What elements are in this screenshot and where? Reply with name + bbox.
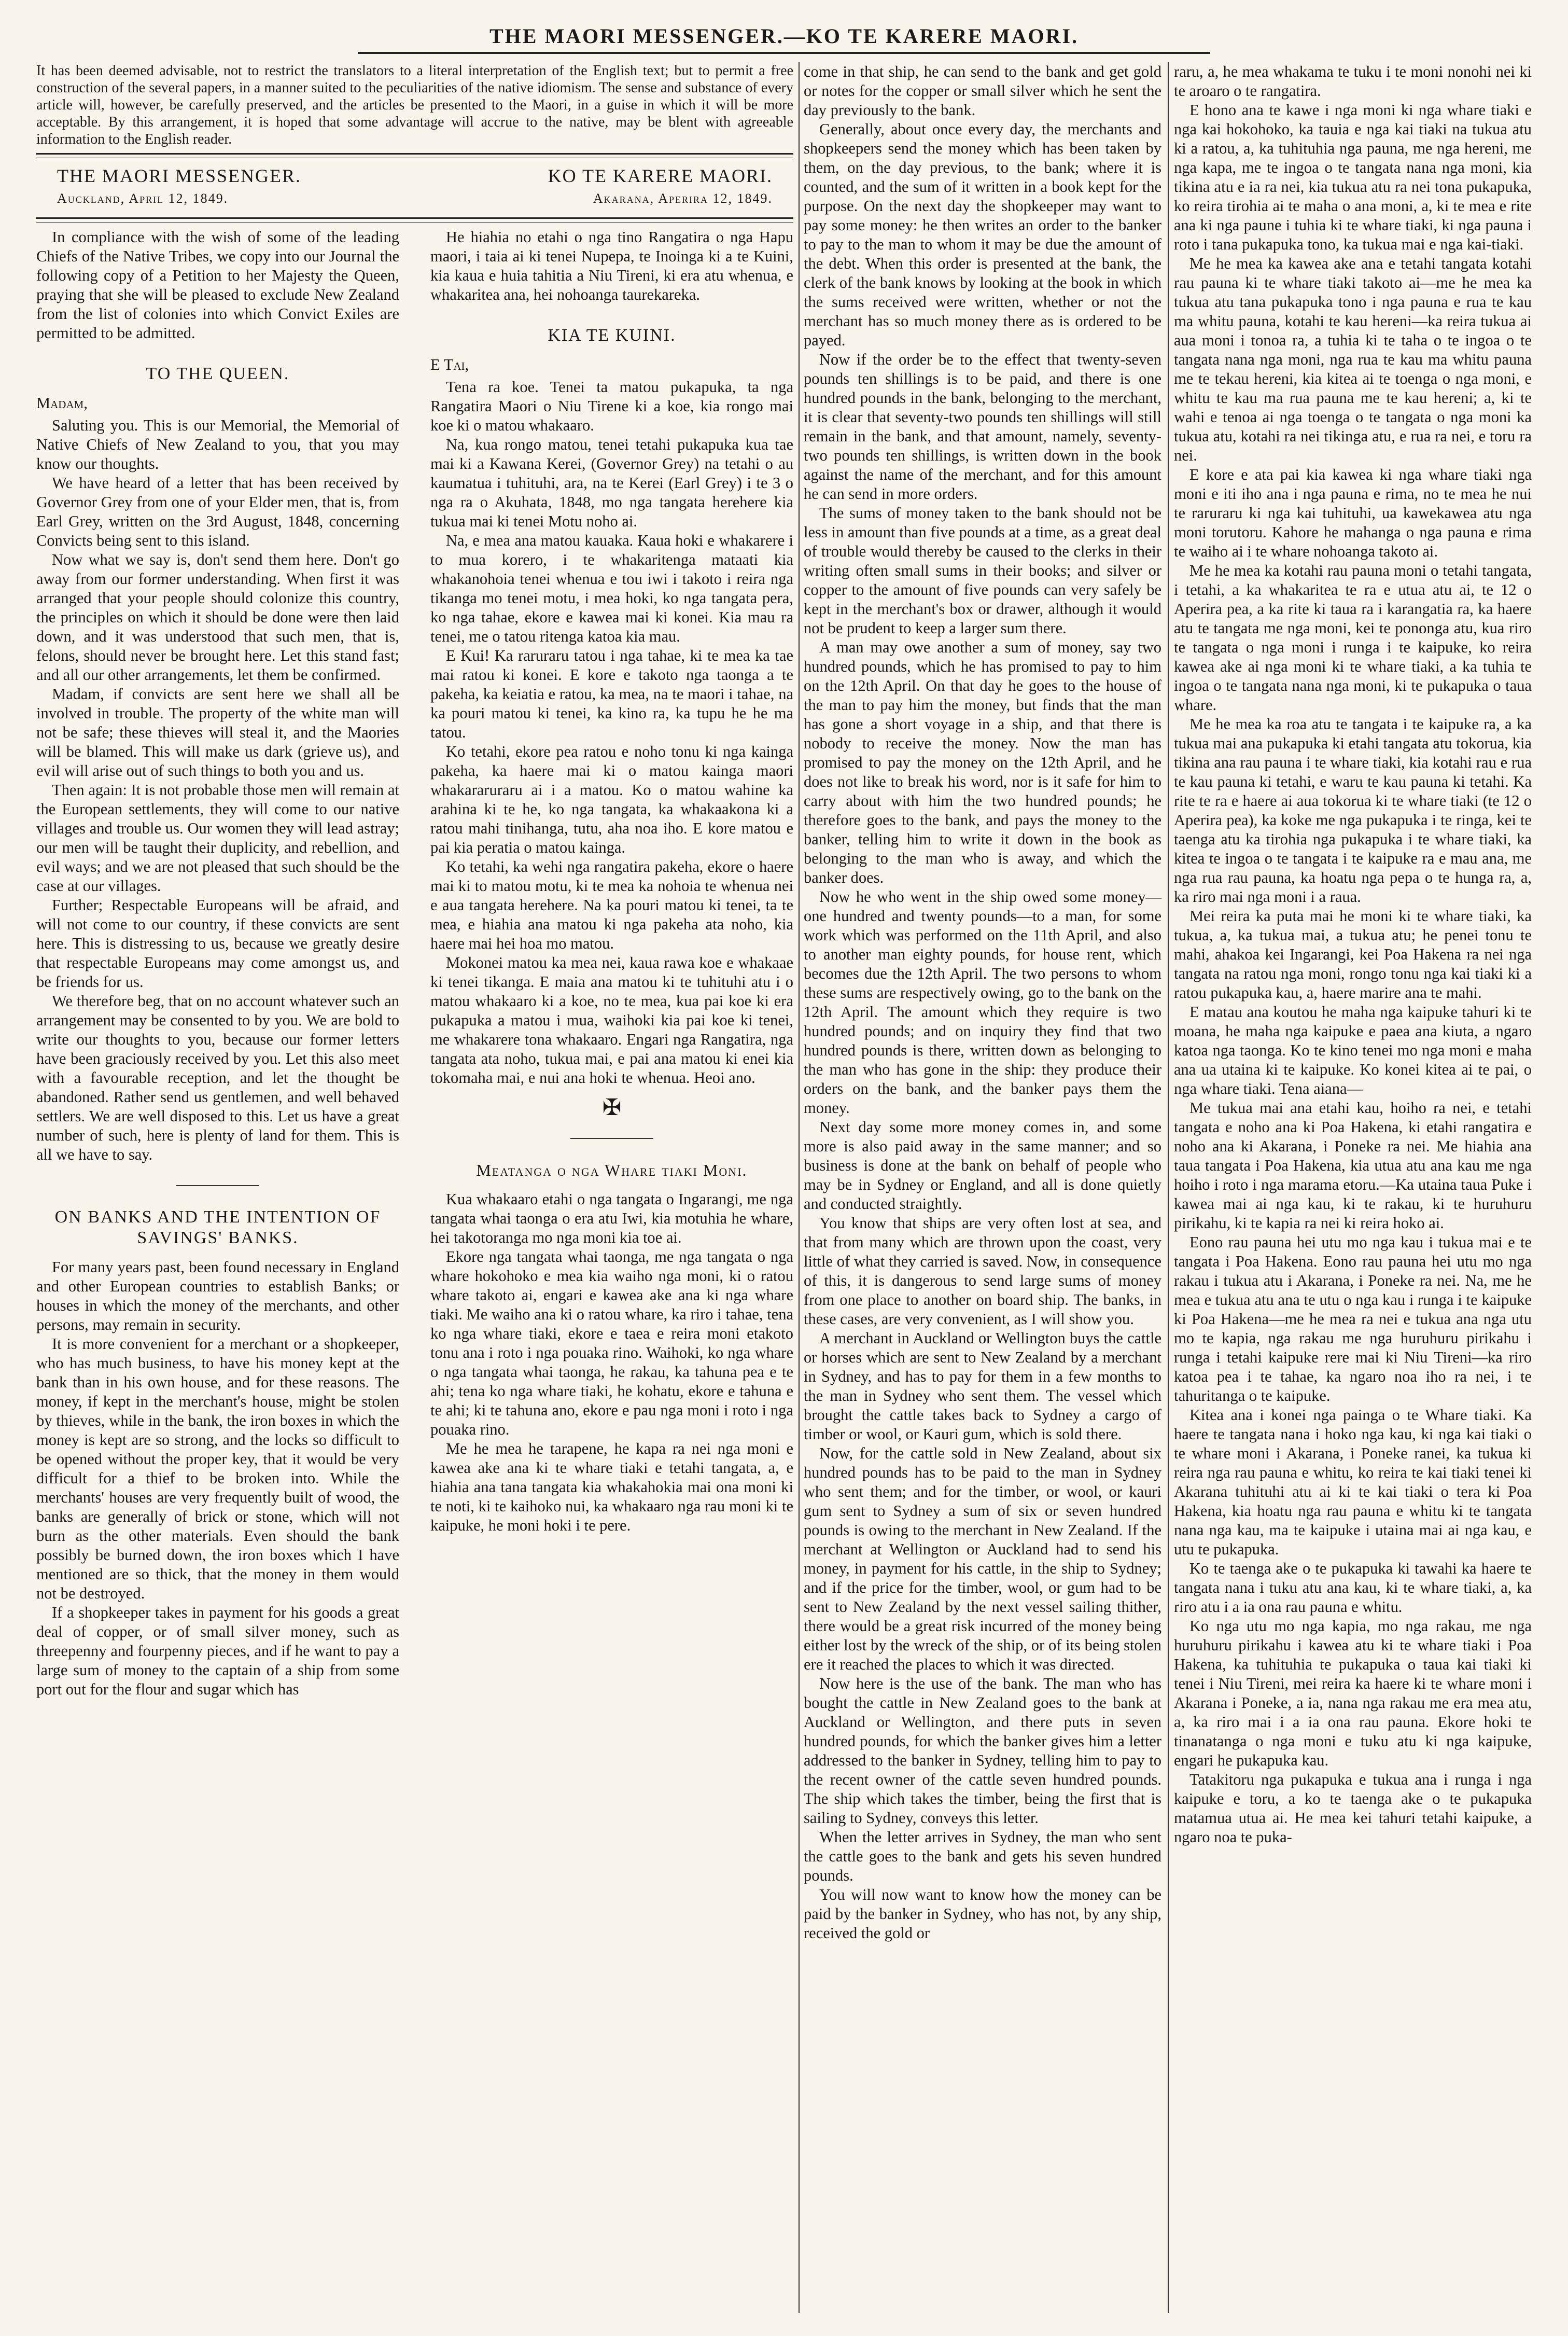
paragraph: Na, kua rongo matou, tenei tetahi pukapuka kua tae mai ki a Kawana Kerei, (Governor Grey) na tetahi o au kaumatua i tuhituhi, ara, na te Kerei (Earl Grey) i te 3 o nga ra o Akuhata, 1848, mo nga tangata herehere kia tukua mai ki tenei Motu noho ai. (430, 436, 793, 530)
paragraph: Now what we say is, don't send them here. Don't go away from our former understanding. When first it was arranged that your people should colonize this country, the principles on which it should be done were then laid down, and it was understood that such men, that is, felons, should never be brought here. Let this stand fast; and all our other arrangements, let them be confirmed. (36, 551, 399, 684)
maori-banks-continued (1174, 62, 1532, 1847)
paragraph: Then again: It is not probable those men will remain at the European settlements, they will come to our native villages and trouble us. Our women they will lead astray; our men will be taught their duplicity, and rebellion, and evil ways; and we are not pleased that such should be the case at our villages. (36, 781, 399, 895)
paragraph: Ko tetahi, ka wehi nga rangatira pakeha, ekore o haere mai ki to matou motu, ki te mea ka nohoia te whenua nei e aua tangata herehere. Na ka pouri matou ki tenei, ta te mea, e hiahia ana matou ki nga pakeha ata noho, kia haere mai hei hoa mo matou. (430, 858, 793, 952)
paragraph: come in that ship, he can send to the bank and get gold or notes for the copper or small silver which he sent the day previously to the bank. (804, 63, 1161, 119)
english-banks-continued (804, 62, 1161, 1943)
newspaper-page (36, 21, 1532, 2313)
paragraph: When the letter arrives in Sydney, the man who sent the cattle goes to the bank and gets his seven hundred pounds. (804, 1828, 1161, 1884)
column-rule (799, 62, 800, 2313)
paragraph: Kitea ana i konei nga painga o te Whare tiaki. Ka haere te tangata nana i hoko nga kau, ki nga kai tiaki o te whare moni i Akarana, i Poneke ranei, ka tukua ki reira nga rau pauna e whitu, ko reira te kai tiaki tenei ki Akarana tuhituhi atu ai ki te kai tiaki o tera ki Poa Hakena, kia hoatu nga rau pauna e whitu ki te tangata nana nga kau, ma te kaipuke i utaina mai ai nga kau, e utu te pukapuka. (1174, 1406, 1532, 1558)
paragraph: Generally, about once every day, the merchants and shopkeepers send the money which has been taken by them, on the day previous, to the bank; where it is counted, and the sum of it written in a book kept for the purpose. On the next day the shopkeeper may want to pay some money: he then writes an order to the banker to pay to the man to whom it may be due the amount of the debt. When this order is presented at the bank, the clerk of the bank knows by looking at the book in which the sums received were written, whether or not the merchant has so much money there as is ordered to be payed. (804, 120, 1161, 349)
maori-column (430, 228, 793, 1699)
paragraph: Eono rau pauna hei utu mo nga kau i tukua mai e te tangata i Poa Hakena. Eono rau pauna hei utu mo nga rakau i tukua atu i Akarana, i Poneke ra nei. Na, me he mea e tukua atu ana te utu o nga kau i runga i te kaipuke ki Poa Hakena—me he mea ra nei e tukua ana nga utu mo te kapia, nga rakau me nga huruhuru pirikahu i runga i tetahi kaipuke rere mai ki Niu Tireni—ka riro katoa pea i te tahae, ka ngaro noa iho ra nei, i te tahuritanga o te kaipuke. (1174, 1233, 1532, 1405)
paragraph: E hono ana te kawe i nga moni ki nga whare tiaki e nga kai hokohoko, ka tauia e nga kai tiaki na tukua atu ki a ratou, a, ka tuhituhia nga pauna, me nga hereni, me nga kapa, me te ingoa o te tangata nana nga moni, kia tikina atu e ia ra nei, kia tukua atu ra nei tona pukapuka, ko reira tirohia ai te maha o ana moni, a, ki te mea e rite ana ki nga paune i tuhia ki te whare tiaki, ki nga pauna i roto i tana pukapuka tono, ka tukua mai e nga kai-tiaki. (1174, 101, 1532, 253)
paragraph: The sums of money taken to the bank should not be less in amount than five pounds at a time, as a great deal of trouble would thereby be caused to the clerks in their writing often small sums in their books; and silver or copper to the amount of five pounds can very safely be kept in the merchant's box or drawer, although it would not be prudent to keep a larger sum there. (804, 504, 1161, 637)
paragraph: If a shopkeeper takes in payment for his goods a great deal of copper, or of small silver money, such as threepenny and fourpenny pieces, and if he want to pay a large sum of money to the captain of a ship from some port out for the flour and sugar which has (36, 1604, 399, 1698)
paragraph: E matau ana koutou he maha nga kaipuke tahuri ki te moana, he maha nga kaipuke e paea ana kiuta, a ngaro katoa nga taonga. Ko te kino tenei mo nga moni e maha ana ua utaina ki te kaipuke. Ko konei kitea ai te pai, o nga whare tiaki. Tena aiana— (1174, 1003, 1532, 1097)
paragraph: Ekore nga tangata whai taonga, me nga tangata o nga whare hokohoko e mea kia waiho nga moni, ki o ratou whare takoto ai, engari e kawea ake ana ki nga whare tiaki. Me waiho ana ki o ratou whare, ka riro i tahae, tena ko nga whare tiaki, ekore e taea e reira moni etakoto tonu ana i roto i nga pouaka rino. Waihoki, ko nga whare o nga tangata whai taonga, he rakau, ka tahuna pea e te ahi; tena ko nga whare tiaki, he kohatu, ekore e tahuna e te ahi; ki te tahuna ano, ekore e pau nga moni i roto i nga pouaka rino. (430, 1248, 793, 1438)
paragraph: We therefore beg, that on no account whatever such an arrangement may be consented to by you. We are bold to write our thoughts to you, because our former letters have been graciously received by you. Let this also meet with a favourable reception, and let the thought be abandoned. Rather send us gentlemen, and well behaved settlers. We are well disposed to this. Let us have a great number of such, here is plenty of land for them. This is all we have to say. (36, 992, 399, 1163)
english-column (36, 228, 399, 1699)
section-rule (176, 1185, 259, 1186)
english-salutation: Madam, (36, 394, 88, 412)
paragraph: For many years past, been found necessary in England and other European countries to establish Banks; or houses in which the money of the merchants, and other persons, may remain in security. (36, 1258, 399, 1333)
masthead-maori: KO TE KARERE MAORI. (548, 165, 773, 186)
paragraph: Saluting you. This is our Memorial, the Memorial of Native Chiefs of New Zealand to you, that you may know our thoughts. (36, 416, 399, 472)
paragraph: Now if the order be to the effect that twenty-seven pounds ten shillings is to be paid, and there is one hundred pounds in the bank, belonging to the merchant, it is clear that seventy-two pounds ten shillings will still remain in the bank, and that amount, namely, seventy-two pounds ten shillings, is written down in the book against the name of the merchant, and for this amount he can send in more orders. (804, 351, 1161, 503)
date-maori: Akarana, Aperira 12, 1849. (593, 191, 773, 206)
paragraph: Ko tetahi, ekore pea ratou e noho tonu ki nga kainga pakeha, ka haere mai ki o matou kainga maori whakararuraru ai i a matou. Ko o matou wahine ka arahina ki te he, ko nga tangata, ka whakaakona ki a ratou mahi tinihanga, tutu, aha noa iho. E kore matou e pai kia peratia o matou kainga. (430, 743, 793, 856)
masthead-english: THE MAORI MESSENGER. (57, 165, 302, 186)
paragraph: Me he mea ka kotahi rau pauna moni o tetahi tangata, i tetahi, a ka whakaritea te ra e utua atu ai, te 12 o Aperira pea, a ka rite ki taua ra i karangatia ra, ka haere atu te tangata me nga moni, kei te pononga atu, kua riro te tangata o nga moni i runga i te kaipuke, ko reira kawea ake ai nga moni ki te whare tiaki, a ka tuhia te ingoa o te tangata nana nga moni, ki te pukapuka o taua whare. (1174, 562, 1532, 714)
paragraph: It is more convenient for a merchant or a shopkeeper, who has much business, to have his money kept at the bank than in his own house, and for these reasons. The money, if kept in the merchant's house, might be stolen by thieves, while in the bank, the iron boxes in which the money is kept are so strong, and the locks so difficult to be opened without the proper key, that it would be very difficult for a thief to be broken into. While the merchants' houses are very frequently built of wood, the banks are generally of brick or stone, which will not burn as the other materials. Even should the bank possibly be burned down, the iron boxes which I have mentioned are so thick, that the money in them would not be destroyed. (36, 1335, 399, 1602)
paragraph: Na, e mea ana matou kauaka. Kaua hoki e whakarere i to mua korero, i te whakaritenga mataati kia whakanohoia tenei whenua e tou iwi i takoto i reira nga tikanga mo tenei motu, i mea hoki, ko nga tangata pera, ko nga tahae, ekore e kawea mai ki konei. Kia mau ra tenei, me o tatou ritenga katoa kia mau. (430, 532, 793, 645)
paragraph: A man may owe another a sum of money, say two hundred pounds, which he has promised to pay to him on the 12th April. On that day he goes to the house of the man to pay him the money, but finds that the man has gone a short voyage in a ship, and that there is nobody to receive the money. Now the man has promised to pay the money on the 12th April, and he does not like to break his word, nor is it safe for him to carry about with him the two hundred pounds; he therefore goes to the bank, and pays the money to the banker, telling him to write it down in the book as belonging to the man who is away, and which the banker does. (804, 638, 1161, 886)
left-block (36, 62, 793, 1699)
paragraph: Me he mea ka kawea ake ana e tetahi tangata kotahi rau pauna ki te whare tiaki takoto ai—me he mea ka tukua atu tana pukapuka tono i nga pauna e rua te kau ma whitu pauna, kotahi te kau hereni—ka reira tukua ai aua moni i tonoa ra, a tuhia ki te taha o te ingoa o te tangata nana nga moni, nga rua te kau ma whitu pauna me te tekau hereni, kia kitea ai te toenga o nga moni, e whitu te kau ma rua pauna me te kau hereni; a, ki te wahi e tenoa ai nga toenga o te tangata o nga moni ka tukua atu, kotahi ra nei tikinga atu, e rua ra nei, e toru ra nei. (1174, 255, 1532, 464)
maori-queen-heading: KIA TE KUINI. (548, 326, 676, 345)
paragraph: raru, a, he mea whakama te tuku i te moni nonohi nei ki te aroaro o te rangatira. (1174, 63, 1532, 100)
maori-banks-heading: Meatanga o nga Whare tiaki Moni. (476, 1161, 748, 1179)
paragraph: Mokonei matou ka mea nei, kaua rawa koe e whakaae ki tenei tikanga. E maia ana matou ki te tuhituhi atu i o matou whakaaro ki a koe, no te mea, kua pai koe ki era pukapuka a matou i mua, waihoki kia pai koe ki tenei, me whakarere tona whakaaro. Engari nga Rangatira, nga tangata ata noho, tukua mai, e pai ana matou ki enei kia tokomaha mai, e nui ana hoki te whenua. Heoi ano. (430, 954, 793, 1087)
closing-mark: ✠ (602, 1095, 622, 1120)
maori-opening: He hiahia no etahi o nga tino Rangatira o nga Hapu maori, i taia ai ki tenei Nupepa, te Inoinga ki a te Kuini, kia kaua e huia tahitia a Niu Tireni, ki era atu whenua, e whakaritea ana, hei nohoanga taurekareka. (430, 228, 793, 303)
paragraph: Tatakitoru nga pukapuka e tukua ana i runga i nga kaipuke e toru, a ko te taenga ake o te pukapuka matamua utua ai. He mea kei tahuri tetahi kaipuke, a ngaro noa te puka- (1174, 1771, 1532, 1846)
paragraph: Ko te taenga ake o te pukapuka ki tawahi ka haere te tangata nana i tuku atu ana kau, ki te whare tiaki, a, ka riro atu i a ia ona rau pauna e whitu. (1174, 1560, 1532, 1616)
paragraph: Now he who went in the ship owed some money—one hundred and twenty pounds—to a man, for some work which was performed on the 11th April, and also to another man eighty pounds, for house rent, which becomes due the 12th April. The two persons to whom these sums are respectively owing, go to the bank on the 12th April. The amount which they require is two hundred pounds; and on inquiry they find that two hundred pounds is there, written down as belonging to the man who has gone in the ship: they produce their orders on the bank, and the banker pays them the money. (804, 888, 1161, 1117)
paragraph: Tena ra koe. Tenei ta matou pukapuka, ta nga Rangatira Maori o Niu Tirene ki a koe, kia rongo mai koe ki o matou whakaaro. (430, 378, 793, 434)
maori-salutation: E Tai, (430, 356, 469, 373)
translation-note: It has been deemed advisable, not to restrict the translators to a literal interpretation of the English text; but to permit a free construction of the several papers, in a manner suited to the peculiarities of the native idiomism. The sense and substance of every article will, however, be carefully preserved, and the articles be presented to the Maori, in a guise in which it will be more acceptable. By this arrangement, it is hoped that some advantage will accrue to the native, may be blent with agreeable information to the English reader. (36, 63, 793, 147)
paragraph: Now here is the use of the bank. The man who has bought the cattle in New Zealand goes to the bank at Auckland or Wellington, and there puts in seven hundred pounds, for which the banker gives him a letter addressed to the banker in Sydney, telling him to pay to the recent owner of the cattle seven hundred pounds. The ship which takes the timber, being the first that is sailing to Sydney, conveys this letter. (804, 1675, 1161, 1827)
paragraph: Kua whakaaro etahi o nga tangata o Ingarangi, me nga tangata whai taonga o era atu Iwi, kia motuhia he whare, hei takotoranga mo nga moni kia toe ai. (430, 1190, 793, 1246)
column-rule (1168, 62, 1169, 2313)
english-opening: In compliance with the wish of some of the leading Chiefs of the Native Tribes, we copy into our Journal the following copy of a Petition to her Majesty the Queen, praying that she will be pleased to exclude New Zealand from the list of colonies into which Convict Exiles are permitted to be admitted. (36, 228, 399, 342)
paragraph: Ko nga utu mo nga kapia, mo nga rakau, me nga huruhuru pirikahu i kawea atu ki te whare tiaki i Poa Hakena, ka tuhituhia te pukapuka o taua kai tiaki ki tenei i Niu Tireni, mei reira ka haere ki te whare moni i Akarana i Poneke, a ia, nana nga rakau me era mea atu, a, ka riro mai i a ia ona rau pauna. Ekore hoki te tinanatanga o nga moni e tuku atu ki nga kaipuke, engari he pukapuka kau. (1174, 1617, 1532, 1769)
paragraph: Me tukua mai ana etahi kau, hoiho ra nei, e tetahi tangata e noho ana ki Poa Hakena, ki etahi rangatira e noho ana ki Akarana, i Poneke ra nei. Me hiahia ana taua tangata i Poa Hakena, kia utua atu ana kau me nga hoiho i roto i nga marama etoru.—Ka utaina taua Puke i kawea mai ai nga kau, ki te rakau, ki te huruhuru pirikahu, ki te kapia ra nei ki reira hoko ai. (1174, 1099, 1532, 1232)
masthead (36, 163, 793, 188)
paragraph: Now, for the cattle sold in New Zealand, about six hundred pounds has to be paid to the man in Sydney who sent them; and for the timber, or wool, or kauri gum sent to Sydney a sum of six or seven hundred pounds is owing to the merchant in New Zealand. If the merchant at Wellington or Auckland had to send his money, in payment for his cattle, in the ship to Sydney; and if the price for the timber, wool, or gum had to be sent to New Zealand by the next vessel sailing thither, there would be a great risk incurred of the money being either lost by the wreck of the ship, or of its being stolen ere it reached the places to which it was directed. (804, 1444, 1161, 1673)
paragraph: Me he mea ka roa atu te tangata i te kaipuke ra, a ka tukua mai ana pukapuka ki etahi tangata atu tokorua, kia tikina ana rau pauna i te whare tiaki, kia kotahi rau e rua te kau pauna ki tetahi, e waru te kau pauna ki tetahi. Ka rite te ra e haere ai aua tokorua ki te whare tiaki (te 12 o Aperira pea), ka koke me nga pukapuka i te ringa, kei te taenga atu ka tirohia nga pukapuka i te whare tiaki, ka kitea te ingoa o te tangata i te kaipuke ra e mau ana, me nga rua rau pauna, ka hoatu nga pepa o te hunga ra, a, ka riro mai nga moni i a raua. (1174, 715, 1532, 906)
paragraph: You will now want to know how the money can be paid by the banker in Sydney, who has not, by any ship, received the gold or (804, 1886, 1161, 1942)
paragraph: E Kui! Ka raruraru tatou i nga tahae, ki te mea ka tae mai ratou ki konei. E kore e takoto nga taonga a te pakeha, ka keiatia e ratou, ka mea, na te maori i tahae, na ka pouri matou ki tenei, ka kino ra, ka tupu he he ma tatou. (430, 647, 793, 741)
masthead-dates (36, 188, 793, 212)
masthead-rule (36, 153, 793, 158)
paragraph: Mei reira ka puta mai he moni ki te whare tiaki, ka tukua, a, ka tukua mai, a tukua atu; he penei tonu te mahi, ahakoa kei Ingarangi, kei Poa Hakena ra nei nga tangata na ratou nga moni, rongo tonu nga kai tiaki ki a ratou pukapuka kau, a, haere marire ana te mahi. (1174, 907, 1532, 1002)
date-english: Auckland, April 12, 1849. (57, 191, 229, 206)
english-banks-heading: ON BANKS AND THE INTENTION OF SAVINGS' BANKS. (54, 1207, 381, 1247)
masthead-rule-bottom (36, 217, 793, 223)
paragraph: Me he mea he tarapene, he kapa ra nei nga moni e kawea ake ana ki te whare tiaki e tetahi tangata, a, e hiahia ana tana tangata kia whakahokia mai ona moni ki te noti, ki te kaihoko nui, ka whakaaro nga rau moni ki te kaipuke, he moni hoki i te pere. (430, 1440, 793, 1534)
paragraph: Further; Respectable Europeans will be afraid, and will not come to our country, if these convicts are sent here. This is distressing to us, because we greatly desire that respectable Europeans may come amongst us, and be friends for us. (36, 896, 399, 991)
parallel-columns (36, 228, 793, 1699)
paragraph: E kore e ata pai kia kawea ki nga whare tiaki nga moni e iti iho ana i nga pauna e rima, no te mea he nui te raruraru ki nga kai tuhituhi, ua kawekawea atu nga moni torutoru. Kahore he mahanga o nga pauna e rima te waiho ai i te whare nohoanga takoto ai. (1174, 466, 1532, 560)
paragraph: Next day some more money comes in, and some more is also paid away in the same manner; and so business is done at the bank on behalf of people who may be in Sydney or England, and all is done quietly and conducted straightly. (804, 1118, 1161, 1213)
paragraph: A merchant in Auckland or Wellington buys the cattle or horses which are sent to New Zealand by a merchant in Sydney, and has to pay for them in a few months to the man in Sydney who sent them. The vessel which brought the cattle takes back to Sydney a cargo of timber or wool, or Kauri gum, which is sold there. (804, 1329, 1161, 1443)
section-rule (570, 1138, 653, 1139)
paragraph: We have heard of a letter that has been received by Governor Grey from one of your Elder men, that is, from Earl Grey, written on the 3rd August, 1848, concerning Convicts being sent to this island. (36, 474, 399, 549)
english-queen-heading: TO THE QUEEN. (146, 364, 290, 383)
paragraph: You know that ships are very often lost at sea, and that from many which are thrown upon the coast, very little of what they carried is saved. Now, in consequence of this, it is dangerous to send large sums of money from one place to another on board ship. The banks, in these cases, are very convenient, as I will show you. (804, 1214, 1161, 1328)
running-head: THE MAORI MESSENGER.—KO TE KARERE MAORI. (358, 21, 1210, 54)
paragraph: Madam, if convicts are sent here we shall all be involved in trouble. The property of the white man will not be safe; these thieves will steal it, and the Maories will be blamed. This will make us dark (grieve us), and evil will arise out of such things to both you and us. (36, 685, 399, 780)
